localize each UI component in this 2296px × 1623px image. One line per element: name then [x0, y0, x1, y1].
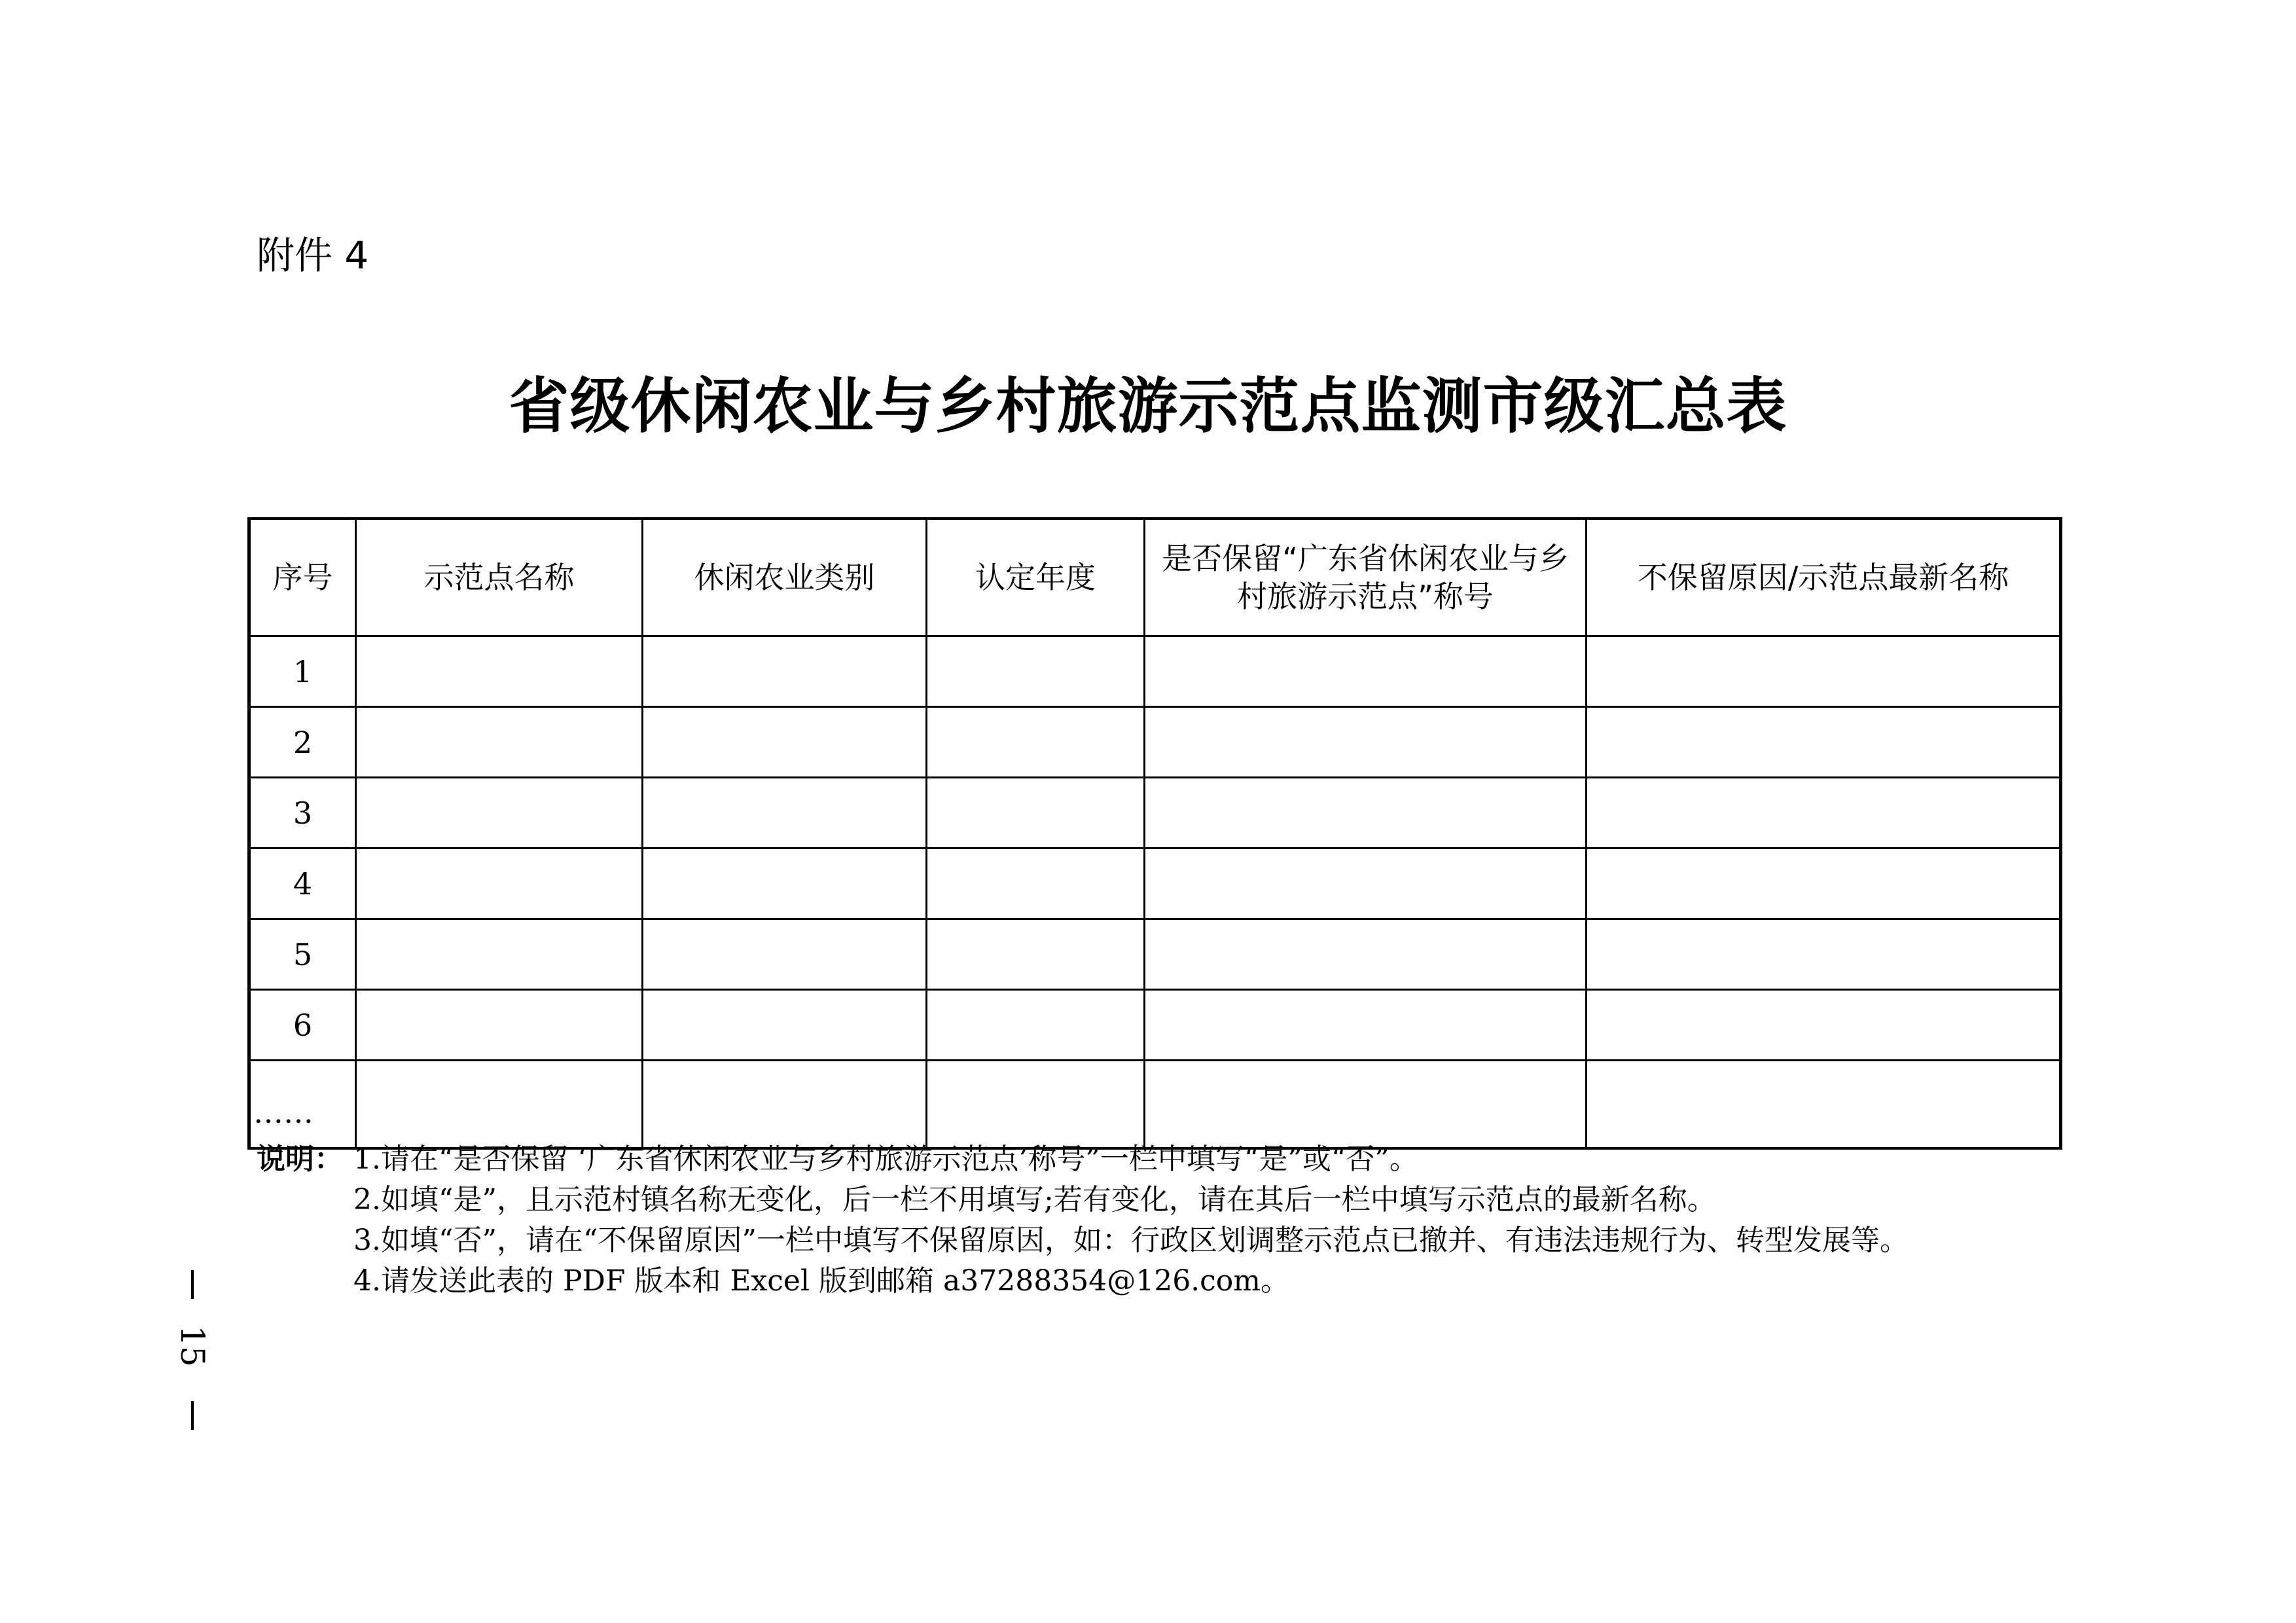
row-serial: 3: [249, 778, 356, 848]
cell-reason-newname[interactable]: [1587, 636, 2061, 707]
cell-category[interactable]: [643, 1061, 927, 1149]
cell-year[interactable]: [927, 848, 1145, 919]
note-item: [257, 1220, 2076, 1261]
header-year: 认定年度: [927, 519, 1145, 636]
attachment-label: 附件 4: [257, 233, 369, 278]
note-item: [257, 1139, 2076, 1180]
cell-year[interactable]: [927, 636, 1145, 707]
note-text: 请在“是否保留 ‘广东省休闲农业与乡村旅游示范点’称号”一栏中填写“是”或“否”。: [380, 1142, 1418, 1176]
page-number-dash-bottom: [191, 1401, 194, 1430]
cell-retain-title[interactable]: [1145, 707, 1587, 778]
table-row: [249, 848, 2061, 919]
table-row: [249, 919, 2061, 990]
table-row: [249, 707, 2061, 778]
cell-category[interactable]: [643, 707, 927, 778]
page-number: [171, 1270, 224, 1427]
row-serial: 4: [249, 848, 356, 919]
note-number: 4.: [353, 1264, 381, 1298]
table-row: [249, 990, 2061, 1061]
note-item: [257, 1261, 2076, 1302]
summary-table: [247, 517, 2062, 1150]
cell-category[interactable]: [643, 848, 927, 919]
row-serial: 2: [249, 707, 356, 778]
cell-category[interactable]: [643, 636, 927, 707]
header-category: 休闲农业类别: [643, 519, 927, 636]
row-serial: 6: [249, 990, 356, 1061]
cell-site-name[interactable]: [356, 707, 643, 778]
cell-category[interactable]: [643, 919, 927, 990]
note-text: 请发送此表的 PDF 版本和 Excel 版到邮箱 a37288354@126.com。: [380, 1264, 1290, 1298]
cell-reason-newname[interactable]: [1587, 707, 2061, 778]
cell-year[interactable]: [927, 919, 1145, 990]
cell-reason-newname[interactable]: [1587, 990, 2061, 1061]
cell-reason-newname[interactable]: [1587, 1061, 2061, 1149]
header-serial: 序号: [249, 519, 356, 636]
cell-year[interactable]: [927, 778, 1145, 848]
cell-retain-title[interactable]: [1145, 1061, 1587, 1149]
note-item: [257, 1180, 2076, 1220]
page-number-dash-top: [191, 1270, 194, 1299]
notes-label: 说明：: [257, 1142, 343, 1176]
cell-site-name[interactable]: [356, 636, 643, 707]
cell-site-name[interactable]: [356, 990, 643, 1061]
row-serial-ellipsis: ……: [249, 1061, 356, 1149]
cell-retain-title[interactable]: [1145, 848, 1587, 919]
table-row: [249, 1061, 2061, 1149]
row-serial: 5: [249, 919, 356, 990]
cell-site-name[interactable]: [356, 1061, 643, 1149]
note-number: 3.: [353, 1224, 381, 1257]
note-number: 1.: [353, 1142, 381, 1176]
page-number-value: 15: [173, 1325, 211, 1367]
cell-retain-title[interactable]: [1145, 919, 1587, 990]
cell-reason-newname[interactable]: [1587, 919, 2061, 990]
header-reason-newname: 不保留原因/示范点最新名称: [1587, 519, 2061, 636]
cell-site-name[interactable]: [356, 919, 643, 990]
cell-reason-newname[interactable]: [1587, 848, 2061, 919]
cell-year[interactable]: [927, 990, 1145, 1061]
header-site-name: 示范点名称: [356, 519, 643, 636]
page-title: 省级休闲农业与乡村旅游示范点监测市级汇总表: [509, 371, 1787, 441]
cell-year[interactable]: [927, 1061, 1145, 1149]
cell-category[interactable]: [643, 778, 927, 848]
table-row: [249, 636, 2061, 707]
cell-retain-title[interactable]: [1145, 636, 1587, 707]
cell-category[interactable]: [643, 990, 927, 1061]
row-serial: 1: [249, 636, 356, 707]
table-header-row: [249, 519, 2061, 636]
note-text: 如填“是”，且示范村镇名称无变化，后一栏不用填写;若有变化，请在其后一栏中填写示范点的最新名称。: [380, 1183, 1716, 1216]
header-retain-title: 是否保留“广东省休闲农业与乡村旅游示范点”称号: [1145, 519, 1587, 636]
cell-retain-title[interactable]: [1145, 990, 1587, 1061]
cell-retain-title[interactable]: [1145, 778, 1587, 848]
cell-site-name[interactable]: [356, 848, 643, 919]
cell-year[interactable]: [927, 707, 1145, 778]
cell-site-name[interactable]: [356, 778, 643, 848]
note-number: 2.: [353, 1183, 381, 1216]
cell-reason-newname[interactable]: [1587, 778, 2061, 848]
note-text: 如填“否”，请在“不保留原因”一栏中填写不保留原因，如：行政区划调整示范点已撤并、有违法违规行为、转型发展等。: [380, 1224, 1909, 1257]
notes-section: [257, 1139, 2076, 1302]
table-row: [249, 778, 2061, 848]
